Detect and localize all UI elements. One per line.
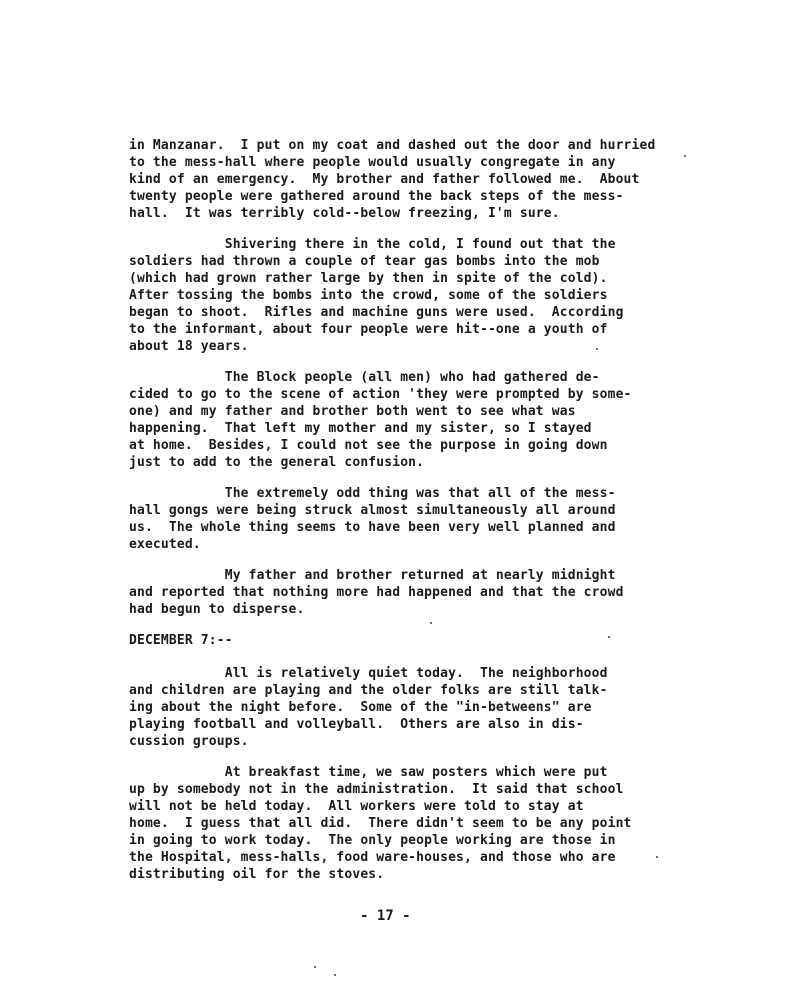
text-line: just to add to the general confusion.: [129, 455, 425, 470]
text-line: hall gongs were being struck almost simultaneously all around: [129, 503, 616, 518]
text-line: playing football and volleyball. Others are also in dis-: [129, 717, 584, 732]
text-line: The extremely odd thing was that all of the mess-: [129, 486, 616, 501]
page-number: - 17 -: [360, 908, 411, 924]
text-line: home. I guess that all did. There didn't seem to be any point: [129, 816, 632, 831]
text-line: and children are playing and the older folks are still talk-: [129, 683, 608, 698]
text-line: soldiers had thrown a couple of tear gas bombs into the mob: [129, 254, 600, 269]
text-line: us. The whole thing seems to have been very well planned and: [129, 520, 616, 535]
text-line: twenty people were gathered around the back steps of the mess-: [129, 189, 624, 204]
text-line: had begun to disperse.: [129, 602, 305, 617]
scan-speck: [656, 856, 658, 858]
text-line: My father and brother returned at nearly midnight: [129, 568, 616, 583]
scan-speck: [430, 622, 432, 624]
text-line: hall. It was terribly cold--below freezing, I'm sure.: [129, 206, 560, 221]
text-line: kind of an emergency. My brother and father followed me. About: [129, 172, 640, 187]
text-line: began to shoot. Rifles and machine guns were used. According: [129, 305, 624, 320]
text-line: in Manzanar. I put on my coat and dashed out the door and hurried: [129, 138, 656, 153]
text-line: After tossing the bombs into the crowd, some of the soldiers: [129, 288, 608, 303]
text-line: The Block people (all men) who had gathered de-: [129, 370, 600, 385]
text-line: At breakfast time, we saw posters which were put: [129, 765, 608, 780]
text-line: (which had grown rather large by then in spite of the cold).: [129, 271, 608, 286]
text-line: the Hospital, mess-halls, food ware-houses, and those who are: [129, 850, 616, 865]
text-line: Shivering there in the cold, I found out that the: [129, 237, 616, 252]
text-line: one) and my father and brother both went to see what was: [129, 404, 576, 419]
text-line: distributing oil for the stoves.: [129, 867, 385, 882]
scan-speck: [596, 348, 598, 350]
text-line: up by somebody not in the administration. It said that school: [129, 782, 624, 797]
scan-speck: [608, 636, 610, 638]
text-line: about 18 years.: [129, 339, 249, 354]
text-line: cussion groups.: [129, 734, 249, 749]
text-line: All is relatively quiet today. The neighborhood: [129, 666, 608, 681]
text-line: to the informant, about four people were hit--one a youth of: [129, 322, 608, 337]
text-line: ing about the night before. Some of the "in-betweens" are: [129, 700, 592, 715]
scan-speck: [334, 974, 336, 976]
scan-speck: [684, 155, 686, 157]
text-line: in going to work today. The only people working are those in: [129, 833, 616, 848]
section-heading: DECEMBER 7:--: [129, 633, 233, 648]
text-line: and reported that nothing more had happened and that the crowd: [129, 585, 624, 600]
text-line: will not be held today. All workers were told to stay at: [129, 799, 584, 814]
text-line: executed.: [129, 537, 201, 552]
scan-speck: [314, 966, 316, 968]
text-line: happening. That left my mother and my sister, so I stayed: [129, 421, 592, 436]
text-line: at home. Besides, I could not see the purpose in going down: [129, 438, 608, 453]
text-line: to the mess-hall where people would usually congregate in any: [129, 155, 616, 170]
text-line: cided to go to the scene of action 'they were prompted by some-: [129, 387, 632, 402]
